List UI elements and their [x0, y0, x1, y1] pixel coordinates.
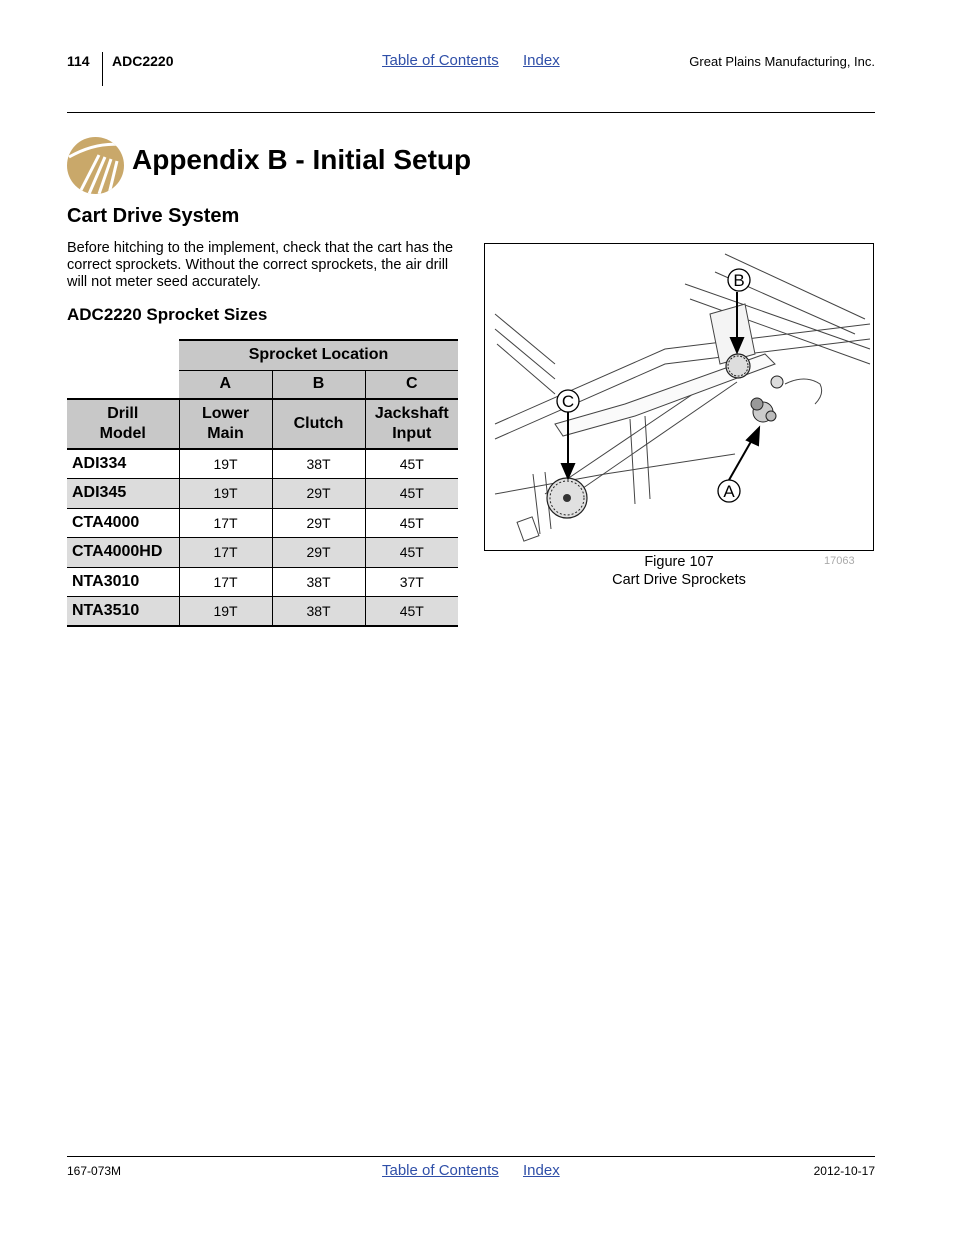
page-title: Appendix B - Initial Setup: [132, 144, 472, 175]
table-cell-b: 38T: [272, 567, 365, 597]
sprocket-b: [726, 354, 750, 378]
figure-image-id: 17063: [824, 555, 855, 567]
page-number: 114: [67, 53, 90, 69]
location-b: B: [272, 370, 365, 399]
table-row: [67, 597, 458, 627]
table-row: [67, 567, 458, 597]
col-header-clutch: Clutch: [272, 399, 365, 449]
table-cell-a: 17T: [179, 538, 272, 568]
col-header-c-l1: Jackshaft: [374, 405, 449, 422]
footer-doc-number: 167-073M: [67, 1164, 122, 1178]
table-cell-a: 17T: [179, 567, 272, 597]
figure-caption: Cart Drive Sprockets: [612, 572, 746, 588]
table-row: [67, 479, 458, 509]
header-model: ADC2220: [112, 53, 174, 69]
table-cell-b: 29T: [272, 538, 365, 568]
section-heading: Cart Drive System: [67, 205, 240, 227]
col-header-a-l1: Lower: [201, 405, 250, 422]
col-header-model-l2: Model: [99, 425, 146, 442]
table-cell-a: 19T: [179, 597, 272, 627]
sprocket-a: [751, 376, 783, 422]
table-cell-a: 17T: [179, 508, 272, 538]
location-a: A: [179, 370, 272, 399]
table-row: [67, 449, 458, 479]
cart-drive-drawing: [485, 244, 873, 550]
header-toc-link[interactable]: Table of Contents: [382, 52, 499, 69]
table-cell-c: 45T: [365, 597, 458, 627]
section-paragraph: Before hitching to the implement, check that the cart has the correct sprockets. Without the correct sprockets, the air drill will not meter seed accurately.: [67, 240, 454, 290]
figure-number: Figure 107: [644, 554, 714, 570]
header-company: Great Plains Manufacturing, Inc.: [689, 54, 875, 69]
table-cell-model: CTA4000: [67, 508, 179, 538]
footer-date: 2012-10-17: [813, 1164, 875, 1178]
table-row: [67, 508, 458, 538]
footer-rule: [67, 1156, 875, 1157]
table-cell-model: ADI345: [67, 479, 179, 509]
table-cell-c: 45T: [365, 508, 458, 538]
table-cell-b: 29T: [272, 508, 365, 538]
header-rule: [67, 112, 875, 113]
col-header-c-l2: Input: [392, 425, 432, 442]
table-cell-b: 29T: [272, 479, 365, 509]
table-cell-a: 19T: [179, 449, 272, 479]
company-logo-icon: [67, 137, 124, 194]
table-cell-c: 45T: [365, 479, 458, 509]
footer-index-link[interactable]: Index: [523, 1162, 560, 1179]
header-divider: [102, 52, 103, 86]
table-heading: ADC2220 Sprocket Sizes: [67, 305, 268, 324]
table-cell-a: 19T: [179, 479, 272, 509]
col-header-a-l2: Main: [207, 425, 244, 442]
sprocket-location-header: Sprocket Location: [179, 340, 458, 370]
table-row: [67, 538, 458, 568]
table-cell-model: NTA3510: [67, 597, 179, 627]
table-cell-c: 37T: [365, 567, 458, 597]
header-index-link[interactable]: Index: [523, 52, 560, 69]
col-header-lower-main: [179, 399, 272, 449]
callout-b: B: [733, 271, 745, 290]
table-cell-b: 38T: [272, 449, 365, 479]
table-cell-model: ADI334: [67, 449, 179, 479]
col-header-model: [67, 399, 179, 449]
callout-c: C: [561, 392, 575, 411]
col-header-model-l1: Drill: [107, 405, 139, 422]
table-cell-model: NTA3010: [67, 567, 179, 597]
table-cell-model: CTA4000HD: [67, 538, 179, 568]
sprocket-c: [547, 478, 587, 518]
callout-a: A: [723, 482, 735, 501]
table-cell-c: 45T: [365, 538, 458, 568]
col-header-jackshaft: [365, 399, 458, 449]
sprocket-table: [67, 339, 458, 627]
table-cell-b: 38T: [272, 597, 365, 627]
figure-frame: [484, 243, 874, 551]
location-c: C: [365, 370, 458, 399]
table-cell-c: 45T: [365, 449, 458, 479]
footer-toc-link[interactable]: Table of Contents: [382, 1162, 499, 1179]
